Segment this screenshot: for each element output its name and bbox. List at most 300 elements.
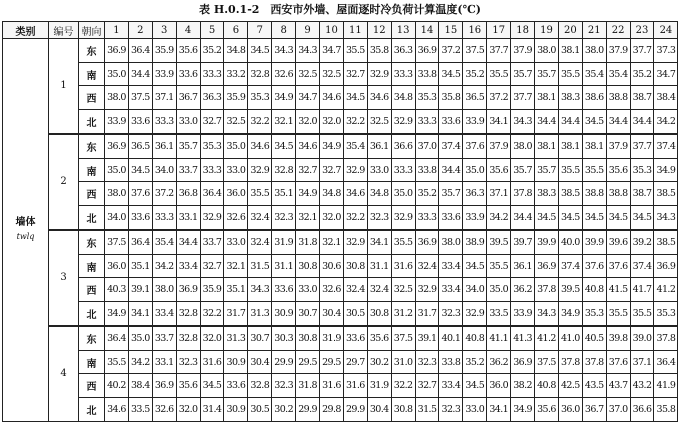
temperature-cell: 35.5 [606,302,630,326]
temperature-cell: 34.4 [535,110,559,134]
temperature-cell: 32.9 [463,302,487,326]
category-cell [3,39,49,422]
temperature-cell: 35.4 [152,230,176,254]
temperature-cell: 34.1 [367,230,391,254]
temperature-cell: 38.4 [654,86,678,110]
temperature-cell: 34.5 [630,206,654,230]
header-hour: 1 [105,22,129,39]
temperature-cell: 39.5 [487,230,511,254]
temperature-cell: 40.8 [463,326,487,350]
temperature-cell: 37.7 [487,39,511,63]
temperature-cell: 36.9 [105,134,129,158]
temperature-cell: 36.2 [487,350,511,374]
temperature-cell: 40.0 [558,230,582,254]
temperature-cell: 30.7 [296,302,320,326]
temperature-cell: 33.6 [343,326,367,350]
temperature-cell: 38.3 [535,182,559,206]
temperature-cell: 30.2 [272,398,296,422]
temperature-cell: 40.1 [439,326,463,350]
temperature-cell: 37.0 [606,398,630,422]
direction-cell: 北 [79,398,105,422]
temperature-cell: 30.8 [343,254,367,278]
temperature-cell: 35.1 [224,278,248,302]
temperature-cell: 32.8 [248,374,272,398]
header-hour: 15 [439,22,463,39]
temperature-cell: 32.8 [272,158,296,182]
temperature-cell: 34.6 [367,86,391,110]
table-row [3,158,678,182]
temperature-cell: 30.9 [224,350,248,374]
temperature-cell: 34.0 [152,158,176,182]
temperature-cell: 32.7 [296,158,320,182]
temperature-cell: 35.3 [415,86,439,110]
temperature-cell: 37.6 [606,254,630,278]
temperature-cell: 38.8 [582,182,606,206]
temperature-cell: 33.3 [391,158,415,182]
temperature-cell: 32.0 [176,398,200,422]
temperature-cell: 37.9 [487,134,511,158]
temperature-cell: 34.9 [272,86,296,110]
temperature-cell: 33.0 [224,230,248,254]
temperature-cell: 33.2 [224,62,248,86]
temperature-cell: 36.1 [152,134,176,158]
temperature-cell: 30.8 [296,326,320,350]
temperature-cell: 34.8 [367,182,391,206]
temperature-cell: 37.5 [463,39,487,63]
temperature-cell: 34.5 [463,254,487,278]
temperature-cell: 35.3 [654,302,678,326]
temperature-cell: 37.5 [128,86,152,110]
temperature-cell: 37.7 [511,86,535,110]
temperature-cell: 38.3 [558,86,582,110]
temperature-cell: 38.5 [654,230,678,254]
temperature-cell: 33.6 [224,374,248,398]
header-hour: 7 [248,22,272,39]
temperature-cell: 37.6 [128,182,152,206]
temperature-cell: 33.3 [152,110,176,134]
temperature-cell: 34.5 [272,134,296,158]
temperature-cell: 30.8 [367,302,391,326]
temperature-cell: 37.5 [391,326,415,350]
direction-cell: 南 [79,62,105,86]
header-hour: 4 [176,22,200,39]
temperature-cell: 33.3 [200,158,224,182]
temperature-cell: 30.4 [248,350,272,374]
temperature-cell: 35.7 [511,158,535,182]
temperature-cell: 35.3 [582,302,606,326]
temperature-cell: 34.6 [320,86,344,110]
temperature-cell: 34.3 [272,39,296,63]
temperature-cell: 33.1 [152,350,176,374]
temperature-cell: 31.2 [391,302,415,326]
temperature-cell: 34.5 [535,206,559,230]
temperature-cell: 35.0 [105,158,129,182]
table-row [3,39,678,63]
temperature-cell: 33.7 [152,326,176,350]
table-row [3,326,678,350]
temperature-cell: 34.4 [558,110,582,134]
direction-cell: 南 [79,254,105,278]
temperature-cell: 29.9 [272,350,296,374]
temperature-cell: 36.7 [176,86,200,110]
temperature-cell: 36.9 [654,254,678,278]
header-hour: 22 [606,22,630,39]
temperature-cell: 35.8 [367,39,391,63]
temperature-cell: 34.5 [606,206,630,230]
temperature-cell: 39.1 [128,278,152,302]
temperature-cell: 38.0 [105,182,129,206]
temperature-cell: 32.4 [367,278,391,302]
direction-cell: 北 [79,302,105,326]
table-row [3,134,678,158]
temperature-cell: 36.5 [128,134,152,158]
table-row [3,86,678,110]
temperature-cell: 31.7 [224,302,248,326]
temperature-cell: 35.3 [200,134,224,158]
temperature-cell: 35.3 [248,86,272,110]
temperature-cell: 31.9 [272,230,296,254]
temperature-cell: 31.8 [296,230,320,254]
temperature-cell: 37.7 [630,39,654,63]
temperature-cell: 30.5 [343,302,367,326]
temperature-cell: 30.6 [320,254,344,278]
temperature-cell: 40.5 [582,326,606,350]
temperature-cell: 39.7 [511,230,535,254]
temperature-cell: 34.4 [128,62,152,86]
temperature-cell: 37.5 [535,350,559,374]
header-hour: 12 [367,22,391,39]
temperature-cell: 29.9 [296,398,320,422]
temperature-cell: 35.5 [105,350,129,374]
direction-cell: 南 [79,158,105,182]
temperature-cell: 32.6 [224,206,248,230]
temperature-cell: 34.6 [248,134,272,158]
temperature-cell: 35.0 [391,182,415,206]
temperature-cell: 32.7 [415,374,439,398]
header-hour: 18 [511,22,535,39]
temperature-cell: 34.1 [128,302,152,326]
temperature-cell: 34.0 [105,206,129,230]
temperature-cell: 38.0 [152,278,176,302]
table-row [3,374,678,398]
temperature-cell: 33.9 [152,62,176,86]
temperature-cell: 34.4 [630,110,654,134]
temperature-cell: 35.0 [224,134,248,158]
temperature-cell: 37.8 [558,350,582,374]
temperature-cell: 32.2 [343,110,367,134]
temperature-cell: 31.1 [367,254,391,278]
temperature-cell: 32.0 [200,326,224,350]
temperature-cell: 37.8 [654,326,678,350]
temperature-cell: 31.0 [391,350,415,374]
temperature-cell: 33.1 [176,206,200,230]
temperature-cell: 29.5 [296,350,320,374]
temperature-cell: 41.0 [558,326,582,350]
temperature-cell: 31.6 [391,254,415,278]
temperature-cell: 35.1 [128,254,152,278]
temperature-cell: 35.6 [176,39,200,63]
temperature-cell: 33.6 [176,62,200,86]
temperature-cell: 33.3 [152,206,176,230]
header-hour: 21 [582,22,606,39]
header-hour: 20 [558,22,582,39]
temperature-cell: 37.4 [558,254,582,278]
header-row [3,22,678,39]
temperature-cell: 41.7 [630,278,654,302]
table-row [3,206,678,230]
temperature-cell: 39.2 [630,230,654,254]
temperature-cell: 34.9 [654,158,678,182]
temperature-cell: 34.9 [296,182,320,206]
temperature-cell: 32.9 [248,158,272,182]
temperature-cell: 32.3 [439,302,463,326]
temperature-cell: 38.2 [511,374,535,398]
temperature-cell: 38.1 [535,134,559,158]
temperature-cell: 32.6 [152,398,176,422]
header-direction: 朝向 [79,22,105,39]
temperature-cell: 32.9 [391,206,415,230]
group-number: 1 [49,39,79,134]
header-hour: 2 [128,22,152,39]
temperature-cell: 37.9 [511,39,535,63]
temperature-cell: 35.0 [487,278,511,302]
temperature-cell: 38.6 [582,86,606,110]
temperature-cell: 38.0 [439,230,463,254]
temperature-cell: 30.9 [224,398,248,422]
temperature-cell: 34.8 [224,39,248,63]
temperature-cell: 31.1 [272,254,296,278]
temperature-cell: 33.3 [415,206,439,230]
temperature-cell: 34.4 [511,206,535,230]
temperature-cell: 38.7 [630,86,654,110]
temperature-cell: 32.3 [176,350,200,374]
temperature-cell: 33.4 [439,278,463,302]
header-hour: 24 [654,22,678,39]
temperature-cell: 39.8 [606,326,630,350]
temperature-cell: 33.3 [415,110,439,134]
temperature-cell: 35.5 [248,182,272,206]
temperature-cell: 34.3 [535,302,559,326]
temperature-cell: 32.2 [248,110,272,134]
temperature-cell: 32.6 [320,278,344,302]
temperature-cell: 35.7 [535,158,559,182]
table-title: 表 H.0.1-2 西安市外墙、屋面逐时冷负荷计算温度(℃) [199,3,481,16]
temperature-cell: 38.9 [463,230,487,254]
temperature-cell: 35.7 [511,62,535,86]
temperature-cell: 33.6 [439,110,463,134]
temperature-cell: 36.9 [176,278,200,302]
temperature-cell: 42.5 [558,374,582,398]
temperature-cell: 35.0 [105,62,129,86]
temperature-cell: 39.6 [606,230,630,254]
temperature-cell: 35.2 [415,182,439,206]
temperature-cell: 32.8 [176,326,200,350]
header-hour: 13 [391,22,415,39]
temperature-cell: 32.8 [176,302,200,326]
temperature-cell: 32.3 [439,398,463,422]
header-hour: 17 [487,22,511,39]
temperature-cell: 32.1 [224,254,248,278]
temperature-cell: 32.3 [367,206,391,230]
temperature-cell: 32.4 [248,230,272,254]
temperature-cell: 32.7 [200,110,224,134]
temperature-cell: 32.7 [200,254,224,278]
temperature-cell: 37.8 [582,350,606,374]
temperature-cell: 35.5 [391,230,415,254]
temperature-cell: 35.6 [535,398,559,422]
temperature-cell: 38.0 [105,86,129,110]
temperature-cell: 30.7 [248,326,272,350]
header-hour: 23 [630,22,654,39]
header-hour: 6 [224,22,248,39]
temperature-cell: 35.5 [630,302,654,326]
temperature-cell: 30.3 [272,326,296,350]
group-number: 3 [49,230,79,326]
temperature-cell: 34.4 [606,110,630,134]
temperature-cell: 32.1 [320,230,344,254]
temperature-cell: 32.0 [320,206,344,230]
temperature-cell: 33.6 [439,206,463,230]
temperature-cell: 34.3 [296,39,320,63]
temperature-cell: 35.0 [463,158,487,182]
temperature-cell: 39.0 [630,326,654,350]
temperature-cell: 34.5 [343,86,367,110]
header-hour: 8 [272,22,296,39]
temperature-cell: 32.3 [415,350,439,374]
temperature-cell: 35.4 [343,134,367,158]
temperature-cell: 37.2 [439,39,463,63]
temperature-cell: 34.6 [105,398,129,422]
temperature-cell: 33.7 [176,158,200,182]
header-hour: 14 [415,22,439,39]
temperature-cell: 37.4 [654,134,678,158]
temperature-cell: 34.1 [487,110,511,134]
table-row [3,398,678,422]
temperature-cell: 34.1 [487,398,511,422]
header-hour: 3 [152,22,176,39]
temperature-cell: 36.0 [487,374,511,398]
direction-cell: 西 [79,278,105,302]
temperature-cell: 36.1 [511,254,535,278]
temperature-cell: 34.5 [582,110,606,134]
temperature-cell: 32.1 [272,110,296,134]
temperature-cell: 36.9 [105,39,129,63]
temperature-cell: 35.5 [487,62,511,86]
temperature-cell: 35.5 [487,254,511,278]
temperature-cell: 36.5 [463,86,487,110]
temperature-cell: 33.9 [463,110,487,134]
temperature-cell: 34.5 [128,158,152,182]
temperature-cell: 35.2 [463,62,487,86]
temperature-cell: 38.0 [511,134,535,158]
temperature-cell: 32.0 [296,110,320,134]
temperature-cell: 33.0 [367,158,391,182]
temperature-cell: 35.9 [200,278,224,302]
temperature-cell: 37.0 [415,134,439,158]
temperature-cell: 36.9 [152,374,176,398]
temperature-cell: 32.9 [343,158,367,182]
temperature-cell: 32.2 [200,302,224,326]
temperature-cell: 30.2 [367,350,391,374]
temperature-cell: 36.4 [654,350,678,374]
temperature-cell: 36.4 [128,230,152,254]
temperature-cell: 34.2 [152,254,176,278]
temperature-cell: 35.5 [582,158,606,182]
temperature-cell: 31.6 [200,350,224,374]
temperature-cell: 32.2 [391,374,415,398]
group-number: 4 [49,326,79,422]
temperature-cell: 40.3 [105,278,129,302]
temperature-cell: 33.0 [463,398,487,422]
temperature-cell: 32.5 [296,62,320,86]
temperature-cell: 37.9 [606,39,630,63]
table-row [3,182,678,206]
temperature-cell: 35.7 [439,182,463,206]
temperature-cell: 32.1 [296,206,320,230]
table-body [3,39,678,422]
temperature-cell: 34.2 [487,206,511,230]
temperature-cell: 37.6 [606,350,630,374]
temperature-cell: 36.6 [630,398,654,422]
direction-cell: 北 [79,110,105,134]
temperature-cell: 35.2 [463,350,487,374]
header-category: 类别 [3,22,49,39]
temperature-cell: 36.3 [391,39,415,63]
temperature-cell: 38.7 [630,182,654,206]
header-hour: 16 [463,22,487,39]
group-number: 2 [49,134,79,230]
temperature-cell: 34.5 [248,39,272,63]
header-hour: 5 [200,22,224,39]
temperature-cell: 35.7 [176,134,200,158]
table-row [3,230,678,254]
temperature-cell: 35.5 [558,62,582,86]
direction-cell: 西 [79,182,105,206]
temperature-cell: 35.6 [606,158,630,182]
temperature-cell: 31.4 [200,398,224,422]
temperature-cell: 39.1 [415,326,439,350]
temperature-cell: 36.9 [535,254,559,278]
temperature-cell: 35.4 [606,62,630,86]
temperature-cell: 32.2 [343,206,367,230]
temperature-cell: 41.1 [487,326,511,350]
temperature-cell: 38.0 [582,39,606,63]
temperature-cell: 35.2 [200,39,224,63]
temperature-cell: 34.9 [558,302,582,326]
direction-cell: 东 [79,134,105,158]
temperature-cell: 33.4 [439,254,463,278]
temperature-cell: 35.9 [152,39,176,63]
temperature-cell: 36.3 [463,182,487,206]
table-row [3,350,678,374]
temperature-cell: 35.5 [343,39,367,63]
temperature-cell: 36.0 [558,398,582,422]
temperature-cell: 34.9 [105,302,129,326]
temperature-cell: 35.8 [439,86,463,110]
temperature-cell: 34.7 [654,62,678,86]
temperature-cell: 36.7 [582,398,606,422]
temperature-cell: 30.8 [391,398,415,422]
category-symbol: twlq [16,232,35,241]
temperature-cell: 34.2 [654,110,678,134]
temperature-cell: 33.3 [200,62,224,86]
temperature-cell: 33.6 [128,110,152,134]
temperature-cell: 41.3 [511,326,535,350]
temperature-cell: 37.2 [152,182,176,206]
header-number: 编号 [49,22,79,39]
temperature-cell: 32.3 [272,206,296,230]
temperature-cell: 35.8 [654,398,678,422]
